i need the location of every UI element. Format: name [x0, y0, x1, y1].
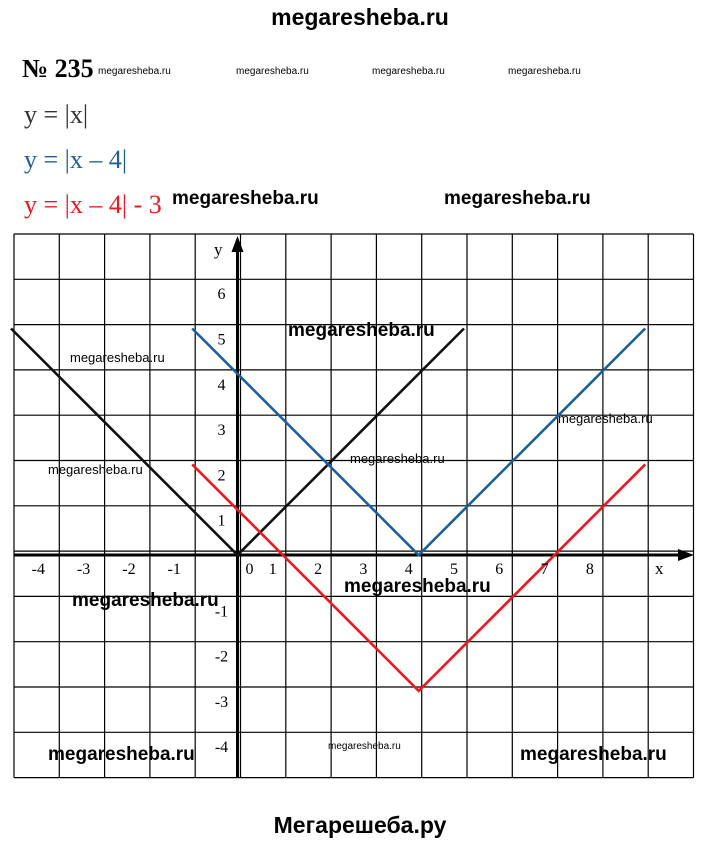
problem-number: № 235 [22, 54, 94, 83]
watermark: megaresheba.ru [328, 741, 401, 752]
grid [14, 234, 694, 778]
x-tick-label: -2 [122, 561, 136, 578]
x-tick-label: -1 [167, 561, 181, 578]
watermark: megaresheba.ru [558, 411, 653, 426]
watermark: megaresheba.ru [48, 744, 195, 765]
watermark: megaresheba.ru [350, 451, 445, 466]
x-tick-label: 2 [314, 561, 323, 578]
y-tick-label: -1 [214, 603, 229, 621]
x-tick-label: -3 [76, 561, 91, 578]
x-tick-label: 1 [268, 561, 277, 578]
series-lines [11, 329, 645, 691]
watermark: megaresheba.ru [48, 462, 143, 477]
site-header: megaresheba.ru [271, 4, 449, 30]
equation-abs-x-minus-4: y = |x – 4| [24, 145, 128, 174]
watermark: megaresheba.ru [70, 350, 165, 365]
y-tick-label: 3 [217, 422, 226, 440]
watermark: megaresheba.ru [344, 576, 491, 597]
x-tick-label: 3 [359, 561, 368, 578]
x-tick-label: 0 [245, 561, 254, 578]
watermark: megaresheba.ru [520, 744, 667, 765]
x-tick-label: 6 [495, 561, 504, 578]
y-tick-label: 2 [217, 467, 226, 485]
x-tick-label: 8 [585, 561, 594, 578]
y-tick-label: -3 [214, 693, 229, 711]
series-line-2 [192, 329, 645, 556]
equation-abs-x-minus-4-minus-3: y = |x – 4| - 3 [24, 190, 162, 219]
y-axis-arrow [232, 236, 244, 252]
watermark: megaresheba.ru [98, 66, 171, 77]
y-tick-label: -2 [214, 648, 229, 666]
x-axis-label: x [655, 559, 664, 578]
watermark: megaresheba.ru [444, 188, 591, 209]
tick-labels [0, 240, 664, 756]
y-tick-label: 5 [217, 331, 226, 349]
y-tick-label: 4 [217, 376, 226, 394]
x-tick-label: 5 [450, 561, 458, 578]
x-tick-label: -4 [31, 561, 45, 578]
x-tick-label: 7 [540, 561, 549, 578]
equation-abs-x: y = |x| [24, 100, 89, 129]
watermark: megaresheba.ru [236, 66, 309, 77]
site-footer: Мегарешеба.ру [273, 812, 447, 838]
axes [14, 236, 694, 778]
y-tick-label: 6 [217, 286, 226, 304]
watermark: megaresheba.ru [288, 320, 435, 341]
watermark: megaresheba.ru [72, 590, 219, 611]
watermark: megaresheba.ru [372, 66, 445, 77]
watermark: megaresheba.ru [508, 66, 581, 77]
x-tick-label: 4 [404, 561, 413, 578]
watermark: megaresheba.ru [172, 188, 319, 209]
y-axis-label: y [214, 240, 223, 259]
y-tick-label: 1 [217, 512, 226, 530]
y-tick-label: -4 [214, 739, 229, 757]
